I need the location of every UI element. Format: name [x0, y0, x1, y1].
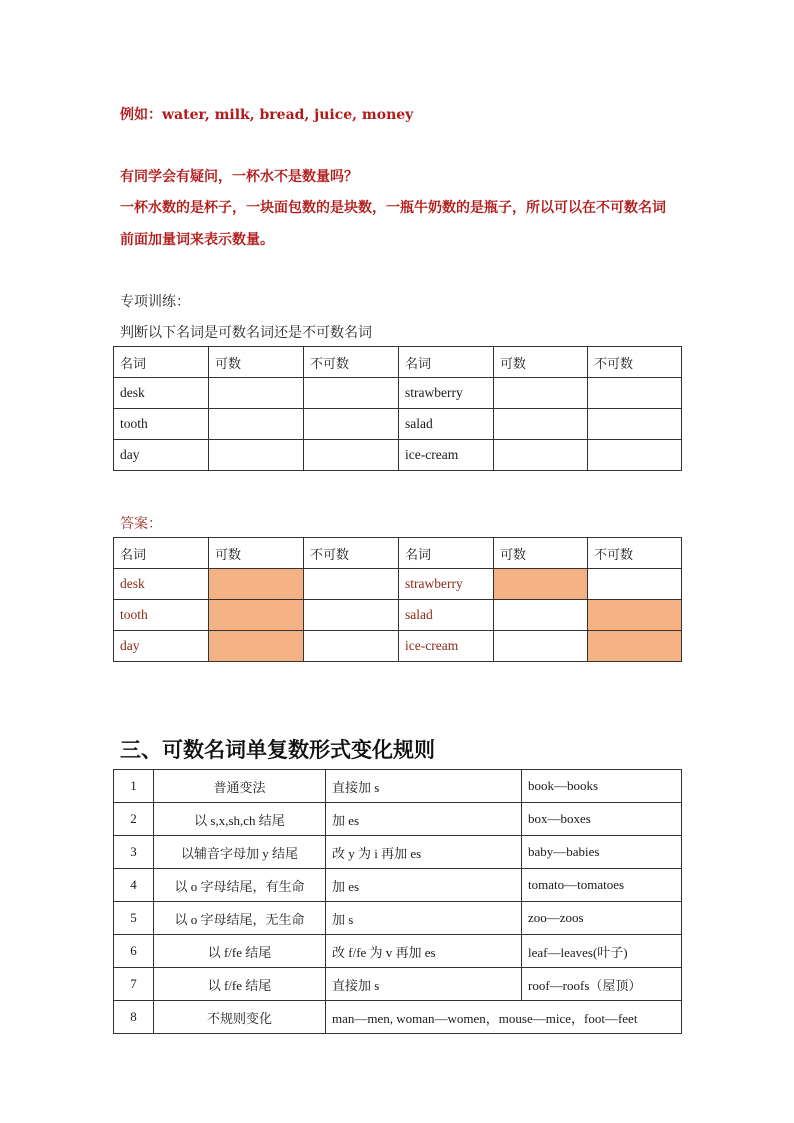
method-cell: 直接加 s	[326, 968, 522, 1001]
table-row	[114, 378, 682, 409]
table-row	[114, 569, 682, 600]
noun-cell: day	[114, 631, 209, 662]
noun-cell: strawberry	[399, 378, 494, 409]
noun-cell: desk	[114, 569, 209, 600]
header-cell: 可数	[494, 538, 588, 569]
method-cell: 加 es	[326, 803, 522, 836]
method-cell: 改 y 为 i 再加 es	[326, 836, 522, 869]
answer-blank	[304, 440, 399, 471]
table-row	[114, 869, 682, 902]
row-number: 3	[114, 836, 154, 869]
noun-cell: tooth	[114, 600, 209, 631]
example-cell: tomato—tomatoes	[522, 869, 682, 902]
header-cell: 可数	[209, 538, 304, 569]
answer-blank	[304, 409, 399, 440]
answer-title: 答案：	[120, 516, 162, 532]
rule-cell: 以 o 字母结尾，有生命	[154, 869, 326, 902]
noun-cell: salad	[399, 409, 494, 440]
answer-blank	[209, 440, 304, 471]
answer-header-row	[114, 538, 682, 569]
table-row	[114, 803, 682, 836]
header-cell: 名词	[114, 538, 209, 569]
answer-blank	[588, 409, 682, 440]
noun-cell: desk	[114, 378, 209, 409]
practice-title: 专项训练：	[120, 294, 190, 310]
header-cell: 不可数	[588, 347, 682, 378]
practice-header-row	[114, 347, 682, 378]
uncountable-mark	[588, 600, 682, 631]
example-cell: baby—babies	[522, 836, 682, 869]
table-row	[114, 968, 682, 1001]
noun-cell: tooth	[114, 409, 209, 440]
answer-blank	[588, 378, 682, 409]
table-row	[114, 770, 682, 803]
example-cell: roof—roofs（屋顶）	[522, 968, 682, 1001]
rule-cell: 普通变法	[154, 770, 326, 803]
example-line: 例如：water, milk, bread, juice, money	[120, 107, 414, 123]
question-line: 有同学会有疑问，一杯水不是数量吗？	[120, 169, 358, 185]
table-row	[114, 902, 682, 935]
rule-cell: 以 s,x,sh,ch 结尾	[154, 803, 326, 836]
section-heading: 三、可数名词单复数形式变化规则	[120, 738, 435, 762]
rule-cell: 不规则变化	[154, 1001, 326, 1034]
countable-mark	[209, 631, 304, 662]
table-row	[114, 631, 682, 662]
answer-blank	[588, 440, 682, 471]
answer-blank	[494, 378, 588, 409]
row-number: 8	[114, 1001, 154, 1034]
answer-table	[113, 537, 682, 662]
answer-blank	[209, 378, 304, 409]
row-number: 5	[114, 902, 154, 935]
table-row	[114, 836, 682, 869]
example-cell: zoo—zoos	[522, 902, 682, 935]
method-cell: 改 f/fe 为 v 再加 es	[326, 935, 522, 968]
uncountable-mark	[588, 569, 682, 600]
row-number: 2	[114, 803, 154, 836]
answer-blank	[494, 440, 588, 471]
table-row	[114, 440, 682, 471]
table-row	[114, 1001, 682, 1034]
noun-cell: salad	[399, 600, 494, 631]
example-cell: box—boxes	[522, 803, 682, 836]
countable-mark	[494, 600, 588, 631]
example-cell: book—books	[522, 770, 682, 803]
countable-mark	[209, 600, 304, 631]
header-cell: 名词	[399, 347, 494, 378]
answer-blank	[209, 409, 304, 440]
explanation-line-1: 一杯水数的是杯子，一块面包数的是块数，一瓶牛奶数的是瓶子，所以可以在不可数名词	[120, 200, 666, 216]
countable-mark	[494, 631, 588, 662]
plural-rules-table	[113, 769, 682, 1034]
method-cell: 直接加 s	[326, 770, 522, 803]
row-number: 1	[114, 770, 154, 803]
header-cell: 不可数	[588, 538, 682, 569]
header-cell: 可数	[494, 347, 588, 378]
header-cell: 可数	[209, 347, 304, 378]
explanation-line-2: 前面加量词来表示数量。	[120, 232, 274, 248]
table-row	[114, 935, 682, 968]
noun-cell: ice-cream	[399, 631, 494, 662]
uncountable-mark	[304, 569, 399, 600]
uncountable-mark	[588, 631, 682, 662]
method-cell: 加 s	[326, 902, 522, 935]
header-cell: 名词	[399, 538, 494, 569]
table-row	[114, 409, 682, 440]
rule-cell: 以 o 字母结尾，无生命	[154, 902, 326, 935]
header-cell: 名词	[114, 347, 209, 378]
uncountable-mark	[304, 600, 399, 631]
example-cell: leaf—leaves(叶子)	[522, 935, 682, 968]
method-cell: 加 es	[326, 869, 522, 902]
answer-blank	[494, 409, 588, 440]
row-number: 4	[114, 869, 154, 902]
method-cell: man—men, woman—women，mouse—mice，foot—feet	[326, 1001, 682, 1034]
table-row	[114, 600, 682, 631]
rule-cell: 以 f/fe 结尾	[154, 968, 326, 1001]
header-cell: 不可数	[304, 347, 399, 378]
header-cell: 不可数	[304, 538, 399, 569]
rule-cell: 以辅音字母加 y 结尾	[154, 836, 326, 869]
countable-mark	[494, 569, 588, 600]
noun-cell: ice-cream	[399, 440, 494, 471]
countable-mark	[209, 569, 304, 600]
noun-cell: day	[114, 440, 209, 471]
answer-blank	[304, 378, 399, 409]
row-number: 6	[114, 935, 154, 968]
row-number: 7	[114, 968, 154, 1001]
rule-cell: 以 f/fe 结尾	[154, 935, 326, 968]
practice-table	[113, 346, 682, 471]
uncountable-mark	[304, 631, 399, 662]
noun-cell: strawberry	[399, 569, 494, 600]
practice-instruction: 判断以下名词是可数名词还是不可数名词	[120, 325, 372, 341]
